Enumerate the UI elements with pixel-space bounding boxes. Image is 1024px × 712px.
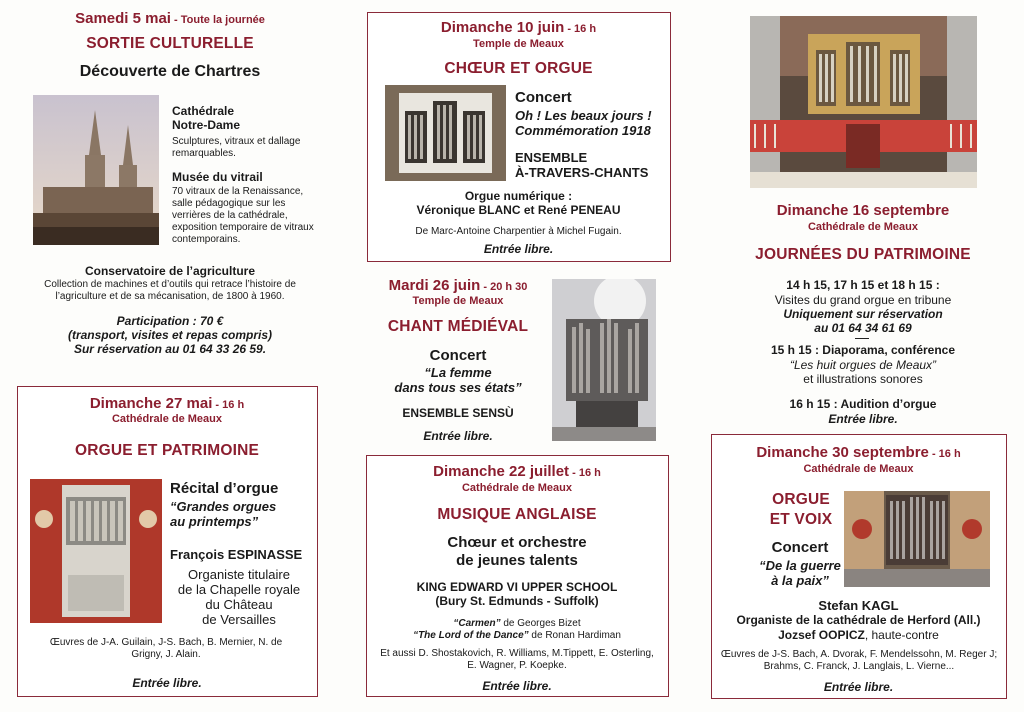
ensemble-line-2: À-TRAVERS-CHANTS <box>515 165 649 180</box>
diaporama-time: 15 h 15 : Diaporama, conférence <box>770 343 956 357</box>
works-list: Œuvres de J-A. Guilain, J-S. Bach, B. Mernier, N. de Grigny, J. Alain. <box>49 637 283 660</box>
date-time: - 20 h 30 <box>480 281 528 293</box>
event-date <box>18 395 316 412</box>
role-line-1: Organiste titulaire <box>188 567 290 582</box>
entry-free: Entrée libre. <box>823 680 894 694</box>
school-location: (Bury St. Edmunds - Suffolk) <box>435 594 599 608</box>
concert-quote-1: “De la guerre <box>759 558 841 573</box>
event-title: CHANT MÉDIÉVAL <box>387 318 529 335</box>
entry-free: Entrée libre. <box>423 429 493 443</box>
event-place: Cathédrale de Meaux <box>111 413 223 425</box>
diaporama-extra: et illustrations sonores <box>803 372 923 386</box>
title-line-1: ORGUE <box>772 491 830 508</box>
date-text: Mardi 26 juin <box>388 277 481 294</box>
cathedral-name-1: Cathédrale <box>172 104 235 118</box>
works-others: Et aussi D. Shostakovich, R. Williams, M.Tippett, E. Osterling, E. Wagner, P. Koepke. <box>380 648 654 671</box>
recital-quote-1: “Grandes orgues <box>170 499 277 514</box>
event-orgue-voix <box>711 434 1007 699</box>
cathedral-desc: Sculptures, vitraux et dallage remarquables. <box>172 136 301 159</box>
meaux-great-organ-photo <box>750 16 977 188</box>
event-subtitle: Découverte de Chartres <box>79 63 261 80</box>
concert-quote <box>368 365 548 395</box>
event-title: CHŒUR ET ORGUE <box>444 60 593 77</box>
concert-quote <box>515 108 652 138</box>
concert-quote-2: dans tous ses états” <box>394 380 522 395</box>
visit-times: 14 h 15, 17 h 15 et 18 h 15 : <box>786 278 940 292</box>
date-time: - 16 h <box>564 23 597 35</box>
event-title <box>758 490 844 530</box>
works-featured <box>367 618 667 642</box>
event-title: ORGUE ET PATRIMOINE <box>74 442 260 459</box>
concert-label: Concert <box>771 539 829 556</box>
event-place: Cathédrale de Meaux <box>803 463 914 475</box>
orgue-performers: Véronique BLANC et René PENEAU <box>416 203 621 217</box>
separator-dash <box>855 338 869 339</box>
performer2 <box>712 628 1005 642</box>
herford-organ-photo <box>844 491 990 587</box>
orgue-label: Orgue numérique : <box>464 189 573 203</box>
audition-time: 16 h 15 : Audition d’orgue <box>789 397 937 411</box>
versailles-organ-photo <box>30 479 162 623</box>
entry-free: Entrée libre. <box>483 242 554 256</box>
cathedral-name-2: Notre-Dame <box>172 118 241 132</box>
date-text: Dimanche 27 mai <box>89 395 213 412</box>
reservation-label: Uniquement sur réservation <box>783 307 943 321</box>
role-line-3: du Château <box>205 597 273 612</box>
conserv-desc: Collection de machines et d’outils qui retrace l’histoire de l’agriculture et de sa mécanisation, de 1800 à 1960. <box>44 279 296 302</box>
visit-desc: Visites du grand orgue en tribune <box>774 293 952 307</box>
role-line-4: de Versailles <box>202 612 276 627</box>
performer2-name: Jozsef OOPICZ <box>778 628 865 642</box>
subtitle-line-1: Chœur et orchestre <box>447 534 587 551</box>
event-title: MUSIQUE ANGLAISE <box>437 506 597 523</box>
date-text: Dimanche 22 juillet <box>433 463 570 480</box>
concert-quote-1: “La femme <box>424 365 492 380</box>
school-name: KING EDWARD VI UPPER SCHOOL <box>416 580 618 594</box>
date-extra: - Toute la journée <box>170 14 265 26</box>
temple-organ-photo <box>385 85 506 181</box>
date-text: Dimanche 30 septembre <box>756 444 929 461</box>
diaporama-quote: “Les huit orgues de Meaux” <box>789 358 937 372</box>
date-text: Dimanche 10 juin <box>440 19 565 36</box>
event-place: Temple de Meaux <box>412 295 504 307</box>
performer1-name: Stefan KAGL <box>818 598 899 613</box>
ensemble-name: ENSEMBLE SENSÙ <box>402 406 514 420</box>
musee-title: Musée du vitrail <box>172 170 263 184</box>
subtitle-line-2: de jeunes talents <box>456 552 578 569</box>
reservation-phone: Sur réservation au 01 64 33 26 59. <box>73 342 267 356</box>
role-line-2: de la Chapelle royale <box>177 582 301 597</box>
concert-quote-2: à la paix” <box>771 573 829 588</box>
date-text: Samedi 5 mai <box>75 10 171 27</box>
event-date <box>20 10 320 27</box>
performer-role <box>164 567 314 627</box>
entry-free: Entrée libre. <box>482 679 552 693</box>
work1-by: de Georges Bizet <box>500 618 581 629</box>
entry-free: Entrée libre. <box>828 412 898 426</box>
concert-quote-2: Commémoration 1918 <box>515 123 651 138</box>
date-time: - 16 h <box>928 448 961 460</box>
school-block <box>367 580 667 608</box>
participation-price: Participation : 70 € <box>116 314 224 328</box>
performer-name: François ESPINASSE <box>170 547 303 562</box>
ensemble-line-1: ENSEMBLE <box>515 150 588 165</box>
recital-quote <box>170 499 276 529</box>
event-date: Dimanche 16 septembre <box>776 202 950 219</box>
work1-title: “Carmen” <box>453 618 501 629</box>
event-musique-anglaise <box>366 455 669 697</box>
participation-block <box>20 314 320 356</box>
event-title: SORTIE CULTURELLE <box>86 35 254 52</box>
event-place: Cathédrale de Meaux <box>461 482 573 494</box>
reservation-phone: au 01 64 34 61 69 <box>814 321 912 335</box>
cathedral-name <box>172 104 240 132</box>
event-title: JOURNÉES DU PATRIMOINE <box>755 246 971 263</box>
title-line-2: ET VOIX <box>769 511 833 528</box>
event-orgue-patrimoine <box>17 386 318 697</box>
event-choeur-orgue <box>367 12 671 262</box>
chartres-cathedral-photo <box>33 95 159 245</box>
composers-range: De Marc-Antoine Charpentier à Michel Fugain. <box>415 226 622 237</box>
date-time: - 16 h <box>212 399 245 411</box>
performer2-role: , haute-contre <box>864 628 939 642</box>
orgue-numerique <box>368 189 669 217</box>
reservation-only <box>712 307 1014 335</box>
event-date <box>368 277 548 294</box>
event-date <box>367 463 667 480</box>
work2-title: “The Lord of the Dance” <box>413 630 529 641</box>
concert-label: Concert <box>515 89 572 106</box>
performer1-role: Organiste de la cathédrale de Herford (All.) <box>736 613 981 627</box>
concert-label: Concert <box>429 347 487 364</box>
temple-organ-photo-2 <box>552 279 656 441</box>
ensemble-name <box>515 150 648 180</box>
diaporama-desc <box>712 358 1014 386</box>
event-subtitle <box>367 534 667 570</box>
musee-desc: 70 vitraux de la Renaissance, salle pédagogique sur les verrières de la cathédrale, exposition temporaire de vitraux contemporains. <box>172 186 314 245</box>
event-place: Cathédrale de Meaux <box>807 221 919 233</box>
recital-title: Récital d’orgue <box>170 480 279 497</box>
works-list: Œuvres de J-S. Bach, A. Dvorak, F. Mendelssohn, M. Reger J; Brahms, C. Franck, J. Langlais, L. Vierne... <box>720 649 998 672</box>
conserv-title: Conservatoire de l’agriculture <box>84 264 256 278</box>
entry-free: Entrée libre. <box>132 676 202 690</box>
date-time: - 16 h <box>569 467 601 479</box>
recital-quote-2: au printemps” <box>170 514 259 529</box>
event-date <box>368 19 669 36</box>
participation-detail: (transport, visites et repas compris) <box>67 328 273 342</box>
event-place: Temple de Meaux <box>473 38 564 50</box>
event-date <box>712 444 1005 461</box>
concert-quote <box>742 558 858 588</box>
work2-by: de Ronan Hardiman <box>528 630 621 641</box>
concert-quote-1: Oh ! Les beaux jours ! <box>515 108 652 123</box>
